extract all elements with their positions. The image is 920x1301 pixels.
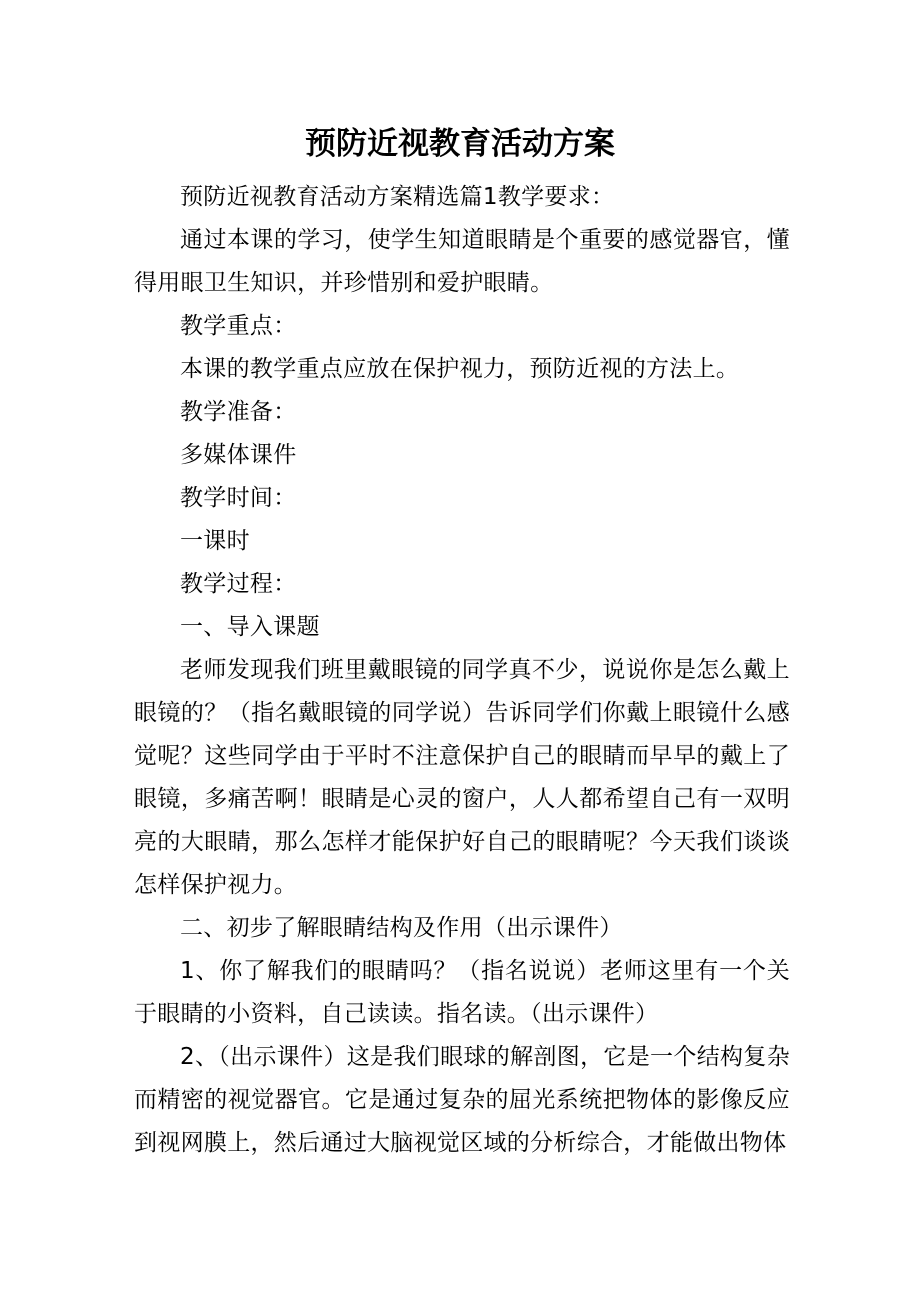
paragraph: 多媒体课件 [180, 442, 297, 468]
paragraph: 本课的教学重点应放在保护视力，预防近视的方法上。 [180, 356, 740, 382]
document-title: 预防近视教育活动方案 [305, 126, 615, 162]
paragraph: 通过本课的学习，使学生知道眼睛是个重要的感觉器官，懂得用眼卫生知识，并珍惜别和爱护眼睛。 [134, 227, 790, 296]
paragraph: 2、（出示课件）这是我们眼球的解剖图，它是一个结构复杂而精密的视觉器官。它是通过复杂的屈光系统把物体的影像反应到视网膜上，然后通过大脑视觉区域的分析综合，才能做出物体 [134, 1044, 790, 1156]
paragraph: 预防近视教育活动方案精选篇1教学要求： [180, 184, 615, 210]
paragraph: 教学过程： [180, 571, 297, 597]
paragraph: 二、初步了解眼睛结构及作用（出示课件） [180, 915, 623, 941]
paragraph: 教学准备： [180, 399, 297, 425]
document-body [134, 176, 790, 1165]
paragraph: 教学重点： [180, 313, 297, 339]
paragraph: 一课时 [180, 528, 250, 554]
paragraph: 一、导入课题 [180, 614, 320, 640]
paragraph: 教学时间： [180, 485, 297, 511]
paragraph: 1、你了解我们的眼睛吗？（指名说说）老师这里有一个关于眼睛的小资料，自己读读。指名读。（出示课件） [134, 958, 790, 1027]
paragraph: 老师发现我们班里戴眼镜的同学真不少，说说你是怎么戴上眼镜的？（指名戴眼镜的同学说）告诉同学们你戴上眼镜什么感觉呢？这些同学由于平时不注意保护自己的眼睛而早早的戴上了眼镜，多痛苦啊！眼睛是心灵的窗户，人人都希望自己有一双明亮的大眼睛，那么怎样才能保护好自己的眼睛呢？今天我们谈谈怎样保护视力。 [134, 657, 790, 898]
